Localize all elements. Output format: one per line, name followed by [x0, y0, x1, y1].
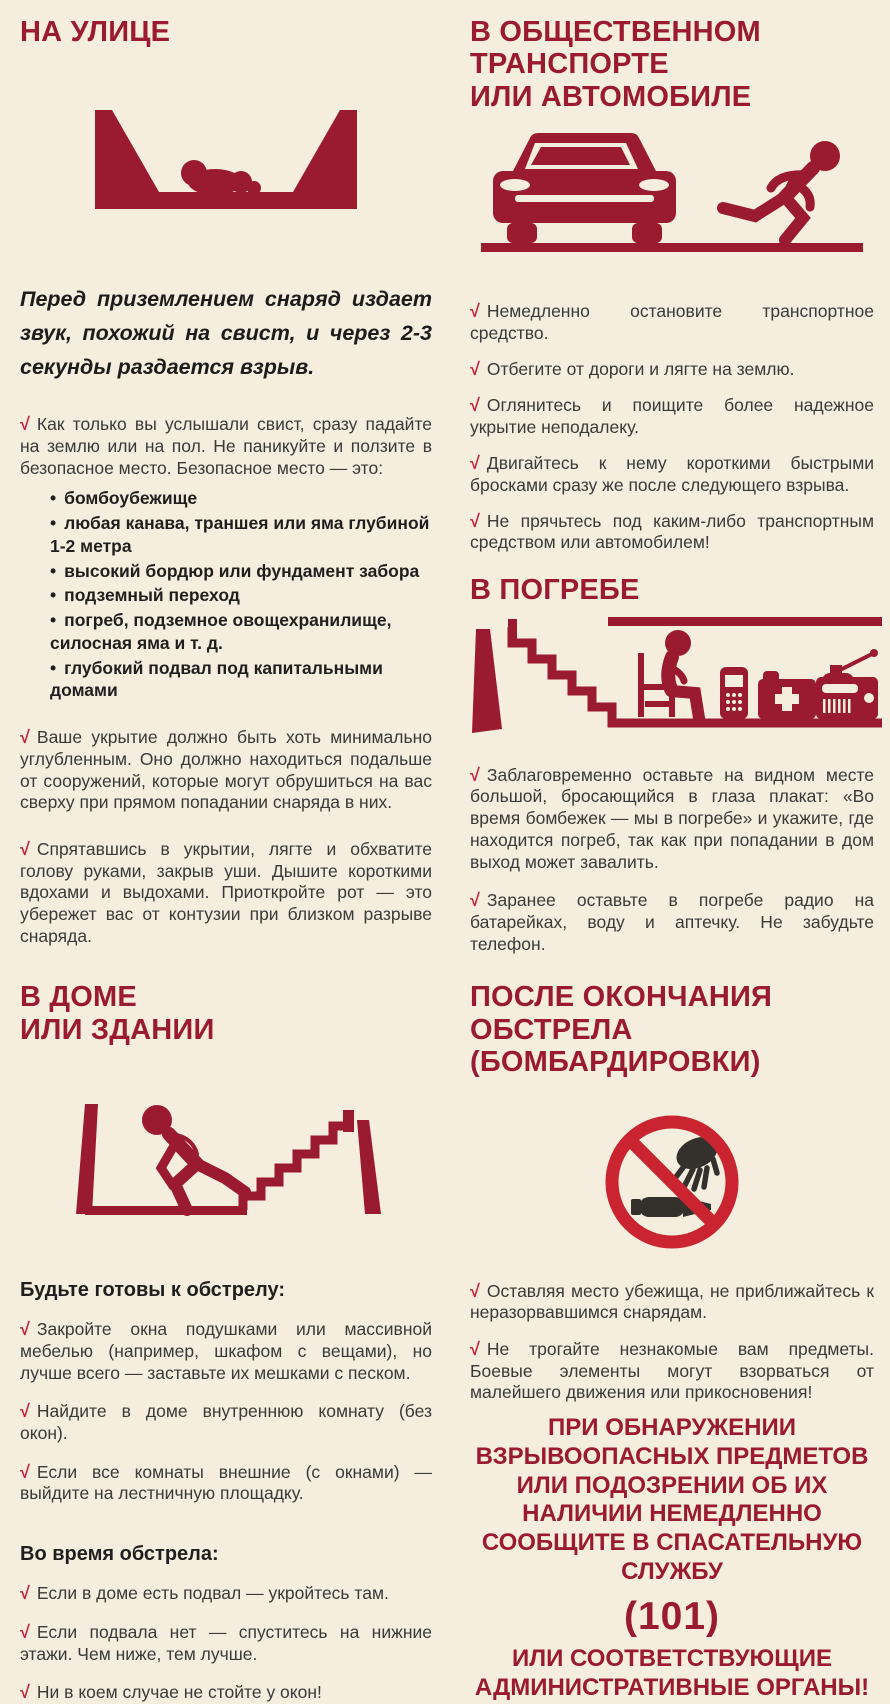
instruction-text: Не прячьтесь под каким-либо транспортным средством или автомобилем!: [470, 510, 874, 553]
check-icon: √: [20, 1621, 30, 1642]
check-icon: √: [20, 1319, 30, 1340]
home-title: В ДОМЕ ИЛИ ЗДАНИИ: [20, 981, 215, 1046]
check-icon: √: [470, 764, 480, 785]
check-icon: √: [470, 510, 480, 531]
alert-text: ПРИ ОБНАРУЖЕНИИ ВЗРЫВООПАСНЫХ ПРЕДМЕТОВ ИЛИ ПОДОЗРЕНИИ ОБ ИХ НАЛИЧИИ НЕМЕДЛЕННО СООБЩИТЕ В СПАСАТЕЛЬНУЮ СЛУЖБУ: [475, 1414, 869, 1586]
cellar-supplies-icon: [470, 617, 874, 740]
instruction-item: [20, 1400, 432, 1444]
section-transport: [470, 16, 874, 554]
instruction-text: Отбегите от дороги и лягте на землю.: [486, 359, 795, 380]
house-stairs-icon: [20, 1094, 432, 1227]
street-lead: Перед приземлением снаряд издает звук, похожий на свист, и через 2-3 секунды раздается взрыв.: [20, 287, 432, 380]
do-not-touch-icon: [470, 1107, 874, 1262]
street-title: НА УЛИЦЕ: [20, 16, 171, 48]
instruction-item: [20, 413, 432, 479]
instruction-item: [470, 300, 874, 345]
safe-place-text: глубокий подвал под капитальными домами: [50, 657, 383, 701]
list-item: [50, 487, 432, 510]
list-item: [50, 584, 432, 607]
instruction-item: [20, 726, 432, 814]
instruction-item: [470, 394, 874, 439]
instruction-text: Не трогайте незнакомые вам предметы. Боевые элементы могут взорваться от малейшего движения или прикосновения!: [470, 1339, 874, 1403]
safe-place-text: высокий бордюр или фундамент забора: [64, 560, 420, 581]
instruction-text: Найдите в доме внутреннюю комнату (без окон).: [20, 1401, 432, 1444]
instruction-text: Если в доме есть подвал — укройтесь там.: [36, 1583, 389, 1604]
safe-place-text: любая канава, траншея или яма глубиной 1-2 метра: [50, 513, 430, 556]
cellar-items: [470, 764, 874, 956]
instruction-text: Ваше укрытие должно быть хоть минимально углубленным. Оно должно находиться подальше от сооружений, которые могут обрушиться на вас сверху при прямом попадании снаряда в них.: [20, 727, 432, 813]
instruction-text: Если подвала нет — спуститесь на нижние этажи. Чем ниже, тем лучше.: [20, 1621, 432, 1664]
check-icon: √: [470, 1280, 480, 1301]
check-icon: √: [20, 727, 30, 748]
section-after: [470, 981, 874, 1702]
prepare-subhead: Будьте готовы к обстрелу:: [20, 1279, 285, 1302]
check-icon: √: [20, 1682, 30, 1703]
safe-place-text: погреб, подземное овощехранилище, силосная яма и т. д.: [50, 610, 392, 653]
transport-items: [470, 300, 874, 554]
car-and-runner-icon: [470, 131, 874, 258]
check-icon: √: [20, 1461, 30, 1482]
left-column: [20, 16, 432, 1704]
instruction-text: Немедленно остановите транспортное средство.: [470, 301, 874, 344]
instruction-text: Если все комнаты внешние (с окнами) — выйдите на лестничную площадку.: [20, 1461, 432, 1504]
check-icon: √: [20, 838, 30, 859]
instruction-item: [470, 510, 874, 555]
bullet-icon: •: [50, 513, 57, 534]
safe-places-list: [20, 487, 432, 702]
instruction-item: [20, 1621, 432, 1665]
section-home: [20, 981, 432, 1704]
bullet-icon: •: [50, 657, 57, 678]
list-item: [50, 560, 432, 583]
instruction-item: [470, 764, 874, 873]
instruction-item: [470, 452, 874, 497]
instruction-text: Двигайтесь к нему короткими быстрыми бросками сразу же после следующего взрыва.: [470, 452, 874, 495]
check-icon: √: [470, 395, 480, 416]
bullet-icon: •: [50, 560, 57, 581]
list-item: [50, 657, 432, 703]
during-subhead: Во время обстрела:: [20, 1543, 219, 1566]
safe-place-text: бомбоубежище: [64, 488, 198, 509]
section-street: [20, 16, 432, 947]
check-icon: √: [20, 1583, 30, 1604]
check-icon: √: [470, 890, 480, 911]
list-item: [50, 609, 432, 655]
instruction-text: Оглянитесь и поищите более надежное укрытие неподалеку.: [470, 395, 874, 437]
after-items: [470, 1280, 874, 1404]
check-icon: √: [470, 359, 480, 380]
check-icon: √: [470, 452, 480, 473]
transport-title: В ОБЩЕСТВЕННОМ ТРАНСПОРТЕ ИЛИ АВТОМОБИЛЕ: [470, 16, 761, 113]
check-icon: √: [20, 414, 30, 435]
after-title: ПОСЛЕ ОКОНЧАНИЯ ОБСТРЕЛА (БОМБАРДИРОВКИ): [470, 981, 773, 1079]
section-cellar: [470, 574, 874, 955]
list-item: [50, 512, 432, 558]
bullet-icon: •: [50, 610, 57, 631]
alert-block: [470, 1414, 874, 1702]
bullet-icon: •: [50, 488, 57, 509]
instruction-item: [20, 838, 432, 947]
bullet-icon: •: [50, 585, 57, 606]
instruction-text: Оставляя место убежища, не приближайтесь к неразорвавшимся снарядам.: [470, 1280, 874, 1323]
instruction-item: [20, 1318, 432, 1384]
street-trench-icon: [20, 110, 432, 223]
instruction-text: Как только вы услышали свист, сразу падайте на землю или на пол. Не паникуйте и ползите в безопасное место. Безопасное место — это:: [20, 414, 432, 478]
instruction-text: Спрятавшись в укрытии, лягте и обхватите голову руками, закрыв уши. Дышите короткими вдохами и выдохами. Приоткройте рот — это убережет вас от контузии при близком разрыве снаряда.: [20, 838, 432, 946]
emergency-number: (101): [623, 1594, 721, 1638]
instruction-text: Заблаговременно оставьте на видном месте большой, бросающийся в глаза плакат: «Во время бомбежек — мы в погребе» и укажите, где находится погреб, так как при попадании в дом выход может завалить.: [470, 764, 874, 872]
instruction-item: [20, 1582, 432, 1605]
instruction-text: Заранее оставьте в погребе радио на батарейках, воду и аптечку. Не забудьте телефон.: [470, 890, 874, 954]
instruction-item: [20, 1461, 432, 1505]
alert-text-2: ИЛИ СООТВЕТСТВУЮЩИЕ АДМИНИСТРАТИВНЫЕ ОРГАНЫ!: [474, 1644, 870, 1701]
instruction-item: [470, 1280, 874, 1324]
cellar-title: В ПОГРЕБЕ: [470, 574, 640, 607]
check-icon: √: [470, 1339, 480, 1360]
right-column: [470, 16, 874, 1704]
instruction-item: [20, 1681, 432, 1704]
check-icon: √: [470, 301, 480, 322]
instruction-item: [470, 358, 874, 381]
instruction-text: Ни в коем случае не стойте у окон!: [36, 1682, 322, 1703]
check-icon: √: [20, 1401, 30, 1422]
instruction-item: [470, 889, 874, 955]
safe-place-text: подземный переход: [64, 585, 240, 606]
instruction-item: [470, 1338, 874, 1404]
instruction-text: Закройте окна подушками или массивной мебелью (например, шкафом с вещами), но лучше всего — заставьте их мешками с песком.: [20, 1319, 432, 1383]
